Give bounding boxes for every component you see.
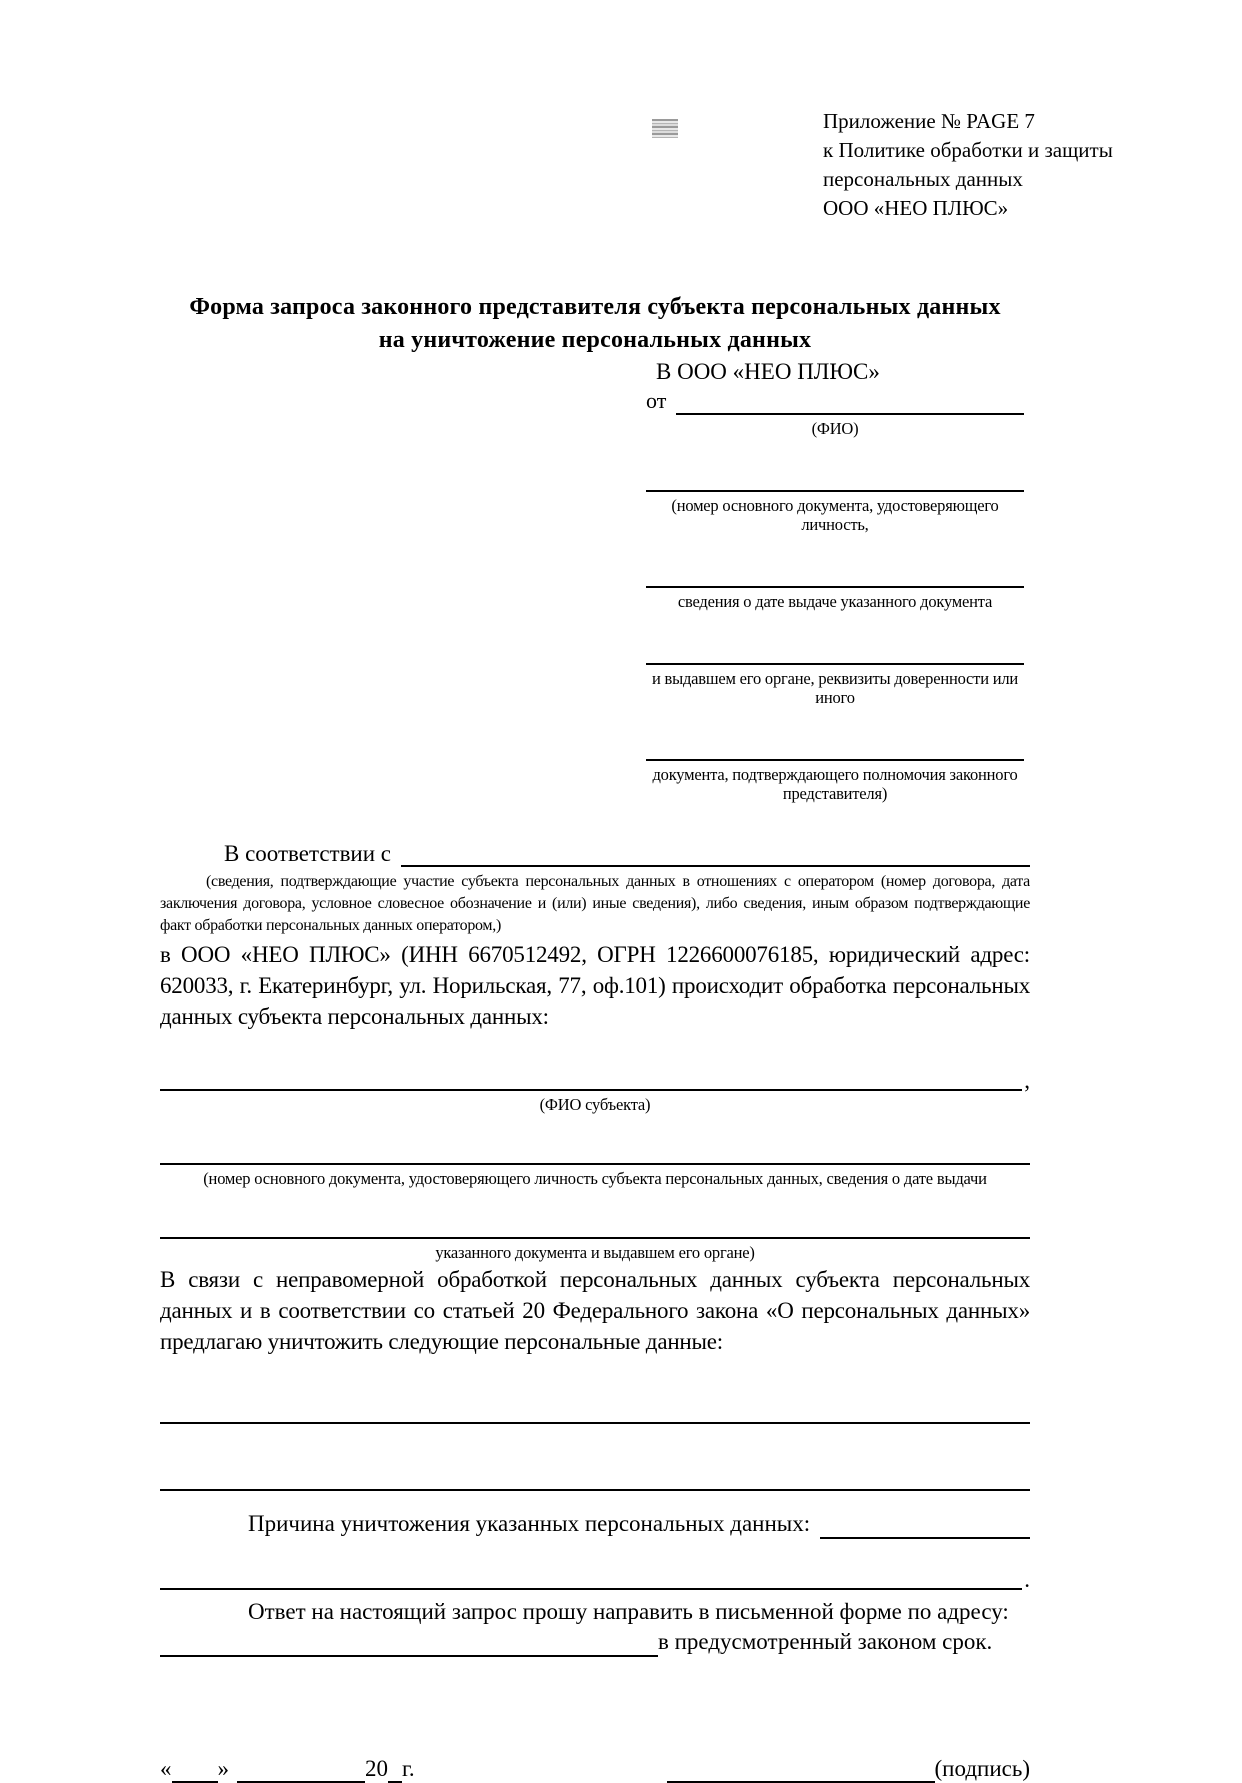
appendix-number-line: Приложение № PAGE 7 bbox=[823, 109, 1035, 133]
from-label: от bbox=[646, 388, 667, 413]
unlawful-processing-paragraph: В связи с неправомерной обработкой персональных данных субъекта персональных данных и в соответствии со статьей 20 Федерального закона «О персональных данных» предлагаю уничтожить следующие персональные данные: bbox=[160, 1267, 1030, 1354]
subject-fio-row bbox=[160, 1066, 1030, 1091]
sign-part bbox=[667, 1755, 1030, 1783]
policy-line-2: персональных данных bbox=[823, 167, 1023, 191]
issuing-authority-blank-line bbox=[646, 637, 1024, 665]
date-quote-open: « bbox=[160, 1756, 172, 1781]
according-blank-line bbox=[401, 842, 1030, 867]
signature-blank-line bbox=[667, 1758, 935, 1783]
from-row bbox=[646, 387, 1024, 415]
appendix-block bbox=[823, 107, 1113, 223]
policy-line-1: к Политике обработки и защиты bbox=[823, 138, 1113, 162]
spacer bbox=[646, 611, 1024, 637]
spacer bbox=[646, 707, 1024, 733]
document-number-caption: (номер основного документа, удостоверяющего личность, bbox=[671, 496, 999, 534]
data-to-destroy-row-1 bbox=[160, 1399, 1030, 1424]
document-number-blank-line bbox=[646, 464, 1024, 492]
company-name: ООО «НЕО ПЛЮС» bbox=[823, 196, 1009, 220]
date-quote-close: » bbox=[217, 1756, 229, 1781]
reason-blank-line-1 bbox=[820, 1514, 1030, 1539]
addressee-block bbox=[646, 357, 1024, 803]
authority-document-caption: документа, подтверждающего полномочия законного представителя) bbox=[652, 765, 1018, 803]
authority-document-blank-line bbox=[646, 733, 1024, 761]
data-to-destroy-row-2 bbox=[160, 1466, 1030, 1491]
issuing-authority-caption: и выдавшем его органе, реквизиты доверенности или иного bbox=[651, 669, 1019, 707]
answer-address-blank-line bbox=[160, 1632, 658, 1657]
form-title-line-1: Форма запроса законного представителя субъекта персональных данных bbox=[189, 294, 1001, 320]
issue-date-caption: сведения о дате выдаче указанного документа bbox=[677, 592, 993, 611]
data-to-destroy-blank-line-2 bbox=[160, 1466, 1030, 1491]
fio-caption: (ФИО) bbox=[811, 419, 859, 438]
fine-print-note: (сведения, подтверждающие участие субъекта персональных данных в отношениях с оператором (номер договора, дата заключения договора, условное словесное обозначение и (или) иные сведения), либо сведения, иным образом подтверждающие факт обработки персональных данных оператором,) bbox=[160, 873, 1030, 934]
subject-doc-caption-2: указанного документа и выдавшем его органе) bbox=[435, 1243, 755, 1262]
addressee-to: В ООО «НЕО ПЛЮС» bbox=[656, 359, 880, 384]
reason-lead: Причина уничтожения указанных персональных данных: bbox=[248, 1511, 811, 1536]
subject-fio-caption: (ФИО субъекта) bbox=[539, 1095, 651, 1114]
year-suffix: г. bbox=[402, 1756, 415, 1781]
issue-date-blank-line bbox=[646, 560, 1024, 588]
spacer bbox=[160, 1188, 1030, 1214]
signature-row bbox=[160, 1755, 1030, 1783]
spacer bbox=[646, 438, 1024, 464]
subject-doc-row-1 bbox=[160, 1140, 1030, 1165]
year-prefix: 20 bbox=[365, 1756, 388, 1781]
reason-blank-line-2 bbox=[160, 1565, 1022, 1590]
form-title bbox=[160, 291, 1030, 357]
answer-term-text: в предусмотренный законом срок. bbox=[658, 1629, 993, 1654]
field-code-artifact-icon bbox=[652, 119, 678, 138]
reason-period: . bbox=[1024, 1567, 1030, 1592]
form-title-line-2: на уничтожение персональных данных bbox=[378, 327, 812, 353]
operator-paragraph: в ООО «НЕО ПЛЮС» (ИНН 6670512492, ОГРН 1226600076185, юридический адрес: 620033, г. Екатеринбург, ул. Норильская, 77, оф.101) происходит обработка персональных данных субъекта персональных данных: bbox=[160, 942, 1030, 1029]
reason-row bbox=[160, 1509, 1030, 1539]
according-row bbox=[160, 841, 1030, 867]
subject-fio-blank-line bbox=[160, 1066, 1022, 1091]
subject-doc-row-2 bbox=[160, 1214, 1030, 1239]
reason-continuation-row bbox=[160, 1565, 1030, 1590]
date-part bbox=[160, 1755, 415, 1783]
data-to-destroy-blank-line-1 bbox=[160, 1399, 1030, 1424]
spacer bbox=[160, 1114, 1030, 1140]
day-blank-line bbox=[172, 1758, 218, 1783]
subject-doc-caption-1: (номер основного документа, удостоверяющего личность субъекта персональных данных, сведения о дате выдачи bbox=[203, 1169, 987, 1188]
spacer bbox=[646, 534, 1024, 560]
fio-blank-line bbox=[676, 391, 1024, 415]
according-lead: В соответствии с bbox=[224, 841, 392, 866]
subject-doc-blank-line-2 bbox=[160, 1214, 1030, 1239]
year-blank-line bbox=[388, 1758, 402, 1783]
answer-term-row bbox=[160, 1627, 1030, 1657]
month-blank-line bbox=[237, 1758, 365, 1783]
answer-address-line: Ответ на настоящий запрос прошу направить в письменной форме по адресу: bbox=[248, 1599, 1009, 1624]
subject-doc-blank-line-1 bbox=[160, 1140, 1030, 1165]
document-header bbox=[160, 105, 1113, 225]
subject-fio-comma: , bbox=[1024, 1068, 1030, 1093]
signature-caption: (подпись) bbox=[934, 1756, 1030, 1781]
